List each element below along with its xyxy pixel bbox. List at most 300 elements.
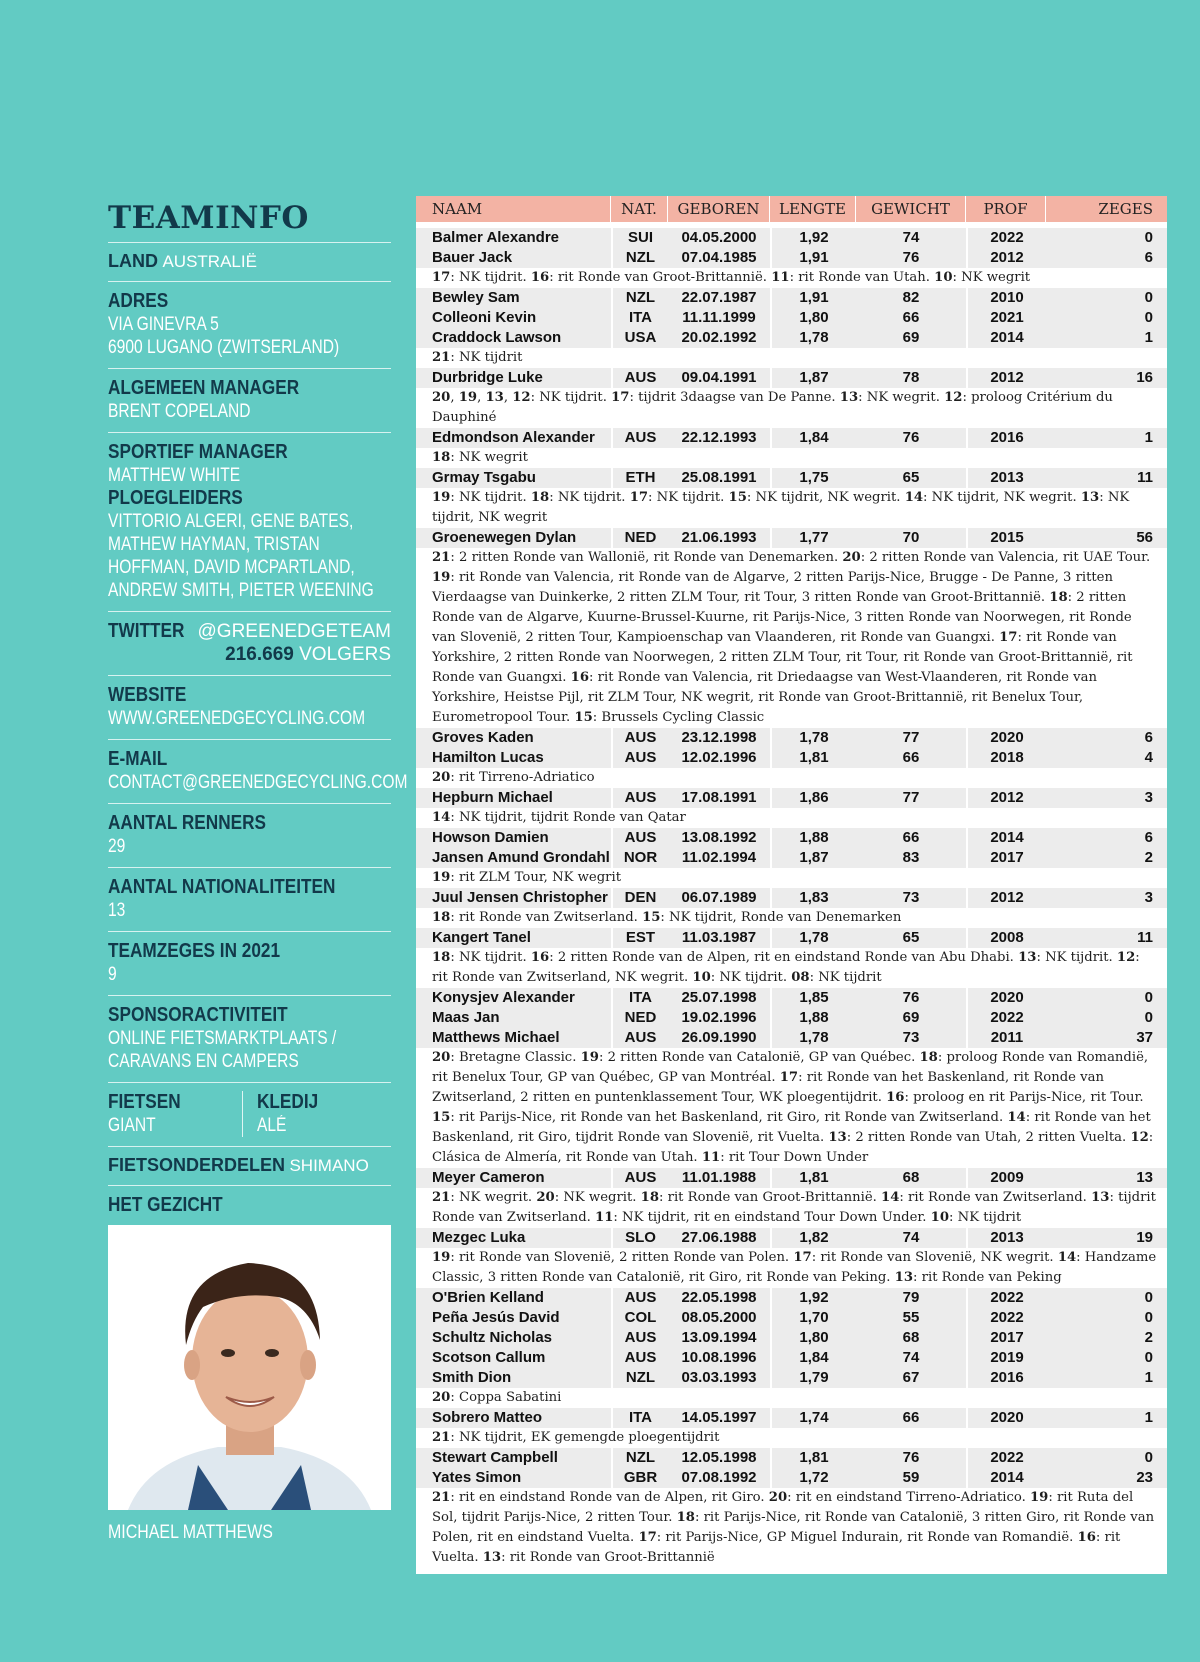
table-row <box>416 368 1167 388</box>
cell-naam: Sobrero Matteo <box>432 1409 543 1426</box>
land-label: LAND <box>108 251 158 271</box>
cell-nat: AUS <box>611 748 668 768</box>
cell-geboren: 06.07.1989 <box>681 889 757 906</box>
cell-geboren: 26.09.1990 <box>681 1029 757 1046</box>
table-row <box>416 1468 1167 1488</box>
manager-value: BRENT COPELAND <box>108 401 251 422</box>
cell-nat: NOR <box>611 848 668 868</box>
cell-lengte: 1,74 <box>770 1408 856 1428</box>
teamzeges-value: 9 <box>108 964 117 985</box>
cell-naam: Hamilton Lucas <box>432 749 544 766</box>
table-row <box>416 328 1167 348</box>
cell-naam: Edmondson Alexander <box>432 429 595 446</box>
kledij-value: ALÉ <box>257 1115 287 1136</box>
cell-naam: Bewley Sam <box>432 289 520 306</box>
cell-prof: 2009 <box>966 1168 1046 1188</box>
cell-geboren: 27.06.1988 <box>681 1229 757 1246</box>
palmares-note: 20, 19, 13, 12: NK tijdrit. 17: tijdrit 3daagse van De Panne. 13: NK wegrit. 12: proloog Critérium du Dauphiné <box>416 388 1167 428</box>
cell-prof: 2022 <box>966 1008 1046 1028</box>
cell-geboren: 21.06.1993 <box>681 529 757 546</box>
cell-gewicht: 76 <box>902 1449 920 1466</box>
table-row <box>416 848 1167 868</box>
cell-lengte: 1,86 <box>770 788 856 808</box>
cell-gewicht: 68 <box>902 1329 920 1346</box>
cell-geboren: 11.02.1994 <box>681 849 757 866</box>
cell-geboren: 19.02.1996 <box>681 1009 757 1026</box>
adres-line2: 6900 LUGANO (ZWITSERLAND) <box>108 337 340 358</box>
cell-prof: 2013 <box>966 1228 1046 1248</box>
twitter-section <box>108 611 391 675</box>
cell-zeges: 0 <box>1144 229 1153 246</box>
cell-naam: Colleoni Kevin <box>432 309 537 326</box>
nationaliteiten-section <box>108 867 391 931</box>
table-row <box>416 888 1167 908</box>
cell-prof: 2016 <box>966 1368 1046 1388</box>
cell-gewicht: 82 <box>902 289 920 306</box>
cell-gewicht: 77 <box>902 729 920 746</box>
cell-naam: Balmer Alexandre <box>432 229 560 246</box>
cell-lengte: 1,80 <box>770 1328 856 1348</box>
table-row <box>416 1448 1167 1468</box>
cell-prof: 2014 <box>966 328 1046 348</box>
palmares-note: 20: Bretagne Classic. 19: 2 ritten Ronde van Catalonië, GP van Québec. 18: proloog Ronde van Romandië, rit Benelux Tour, GP van Québec, GP van Montréal. 17: rit Ronde van het Baskenland, rit Ronde van Zwitserland, 2 ritten en puntenklassement Tour, WK ploegentijdrit. 16: proloog en rit Parijs-Nice, rit Tour. 15: rit Parijs-Nice, rit Ronde van het Baskenland, rit Giro, rit Ronde van Zwitserland. 14: rit Ronde van het Baskenland, rit Giro, tijdrit Ronde van Slovenië, rit Vuelta. 13: 2 ritten Ronde van Utah, 2 ritten Vuelta. 12: Clásica de Almería, rit Ronde van Utah. 11: rit Tour Down Under <box>416 1048 1167 1168</box>
onderdelen-section <box>108 1146 391 1185</box>
cell-naam: Bauer Jack <box>432 249 513 266</box>
cell-gewicht: 69 <box>902 1009 920 1026</box>
cell-geboren: 22.12.1993 <box>681 429 757 446</box>
fietsen-label: FIETSEN <box>108 1091 181 1113</box>
ploeg-value: VITTORIO ALGERI, GENE BATES, MATHEW HAYMAN, TRISTAN HOFFMAN, DAVID MCPARTLAND, ANDREW SMITH, PIETER WEENING <box>108 511 374 601</box>
fietsen-value: GIANT <box>108 1115 156 1136</box>
palmares-note: 19: rit ZLM Tour, NK wegrit <box>416 868 1167 888</box>
cell-naam: Grmay Tsgabu <box>432 469 536 486</box>
rider-table <box>416 196 1167 1574</box>
palmares-note: 21: 2 ritten Ronde van Wallonië, rit Ronde van Denemarken. 20: 2 ritten Ronde van Valencia, rit UAE Tour. 19: rit Ronde van Valencia, rit Ronde van de Algarve, 2 ritten Parijs-Nice, Brugge - De Panne, 3 ritten Vierdaagse van Duinkerke, 2 ritten ZLM Tour, rit Tour, 3 ritten Ronde van Groot-Brittannië. 18: 2 ritten Ronde van de Algarve, Kuurne-Brussel-Kuurne, rit Parijs-Nice, 3 ritten Ronde van Noorwegen, rit Ronde van Slovenië, 2 ritten Tour, Kampioenschap van Vlaanderen, rit Ronde van Guangxi. 17: rit Ronde van Yorkshire, 2 ritten Ronde van Noorwegen, 2 ritten ZLM Tour, rit Tour, rit Ronde van Groot-Brittannië, rit Ronde van Guangxi. 16: rit Ronde van Valencia, rit Driedaagse van West-Vlaanderen, rit Ronde van Yorkshire, Heistse Pijl, rit ZLM Tour, NK wegrit, rit Ronde van Groot-Brittannië, rit Benelux Tour, Eurometropool Tour. 15: Brussels Cycling Classic <box>416 548 1167 728</box>
cell-gewicht: 59 <box>902 1469 920 1486</box>
cell-naam: Peña Jesús David <box>432 1309 560 1326</box>
twitter-handle[interactable]: @GREENEDGETEAM <box>197 621 391 642</box>
sportief-value: MATTHEW WHITE <box>108 465 241 486</box>
table-row <box>416 428 1167 448</box>
palmares-note: 19: NK tijdrit. 18: NK tijdrit. 17: NK tijdrit. 15: NK tijdrit, NK wegrit. 14: NK tijdrit, NK wegrit. 13: NK tijdrit, NK wegrit <box>416 488 1167 528</box>
cell-geboren: 22.07.1987 <box>681 289 757 306</box>
email-link[interactable]: CONTACT@GREENEDGECYCLING.COM <box>108 772 408 793</box>
palmares-note: 21: NK tijdrit <box>416 348 1167 368</box>
rider-portrait-icon <box>108 1225 391 1510</box>
cell-lengte: 1,70 <box>770 1308 856 1328</box>
table-row <box>416 828 1167 848</box>
palmares-note: 18: rit Ronde van Zwitserland. 15: NK tijdrit, Ronde van Denemarken <box>416 908 1167 928</box>
sportief-section <box>108 432 391 611</box>
cell-naam: Matthews Michael <box>432 1029 560 1046</box>
cell-prof: 2019 <box>966 1348 1046 1368</box>
cell-lengte: 1,92 <box>770 228 856 248</box>
header-prof: PROF <box>966 196 1046 222</box>
kledij-label: KLEDIJ <box>257 1091 319 1113</box>
cell-geboren: 25.08.1991 <box>681 469 757 486</box>
teamzeges-section <box>108 931 391 995</box>
header-naam: NAAM <box>416 196 611 222</box>
renners-section <box>108 803 391 867</box>
cell-prof: 2016 <box>966 428 1046 448</box>
palmares-note: 21: rit en eindstand Ronde van de Alpen, rit Giro. 20: rit en eindstand Tirreno-Adriatico. 19: rit Ruta del Sol, tijdrit Parijs-Nice, 2 ritten Tour. 18: rit Parijs-Nice, rit Ronde van Catalonië, 3 ritten Giro, rit Ronde van Polen, rit en eindstand Vuelta. 17: rit Parijs-Nice, GP Miguel Indurain, rit Ronde van Romandië. 16: rit Vuelta. 13: rit Ronde van Groot-Brittannië <box>416 1488 1167 1568</box>
cell-nat: AUS <box>611 1168 668 1188</box>
cell-geboren: 07.04.1985 <box>681 249 757 266</box>
cell-naam: Smith Dion <box>432 1369 512 1386</box>
gezicht-section <box>108 1185 391 1544</box>
cell-gewicht: 65 <box>902 469 920 486</box>
palmares-note: 21: NK wegrit. 20: NK wegrit. 18: rit Ronde van Groot-Brittannië. 14: rit Ronde van Zwitserland. 13: tijdrit Ronde van Zwitserland. 11: NK tijdrit, rit en eindstand Tour Down Under. 10: NK tijdrit <box>416 1188 1167 1228</box>
cell-nat: AUS <box>611 1028 668 1048</box>
cell-lengte: 1,87 <box>770 368 856 388</box>
cell-gewicht: 74 <box>902 1349 920 1366</box>
cell-gewicht: 70 <box>902 529 920 546</box>
land-section <box>108 242 391 281</box>
teaminfo-title: TEAMINFO <box>108 200 309 236</box>
cell-gewicht: 66 <box>902 309 920 326</box>
cell-nat: AUS <box>611 728 668 748</box>
cell-gewicht: 74 <box>902 229 920 246</box>
cell-zeges: 56 <box>1136 529 1153 546</box>
adres-label: ADRES <box>108 290 169 312</box>
cell-zeges: 3 <box>1144 789 1153 806</box>
cell-naam: Groves Kaden <box>432 729 534 746</box>
cell-zeges: 1 <box>1144 329 1153 346</box>
cell-gewicht: 68 <box>902 1169 920 1186</box>
photo-caption: MICHAEL MATTHEWS <box>108 1522 273 1543</box>
cell-naam: Groenewegen Dylan <box>432 529 577 546</box>
cell-zeges: 23 <box>1136 1469 1153 1486</box>
cell-zeges: 3 <box>1144 889 1153 906</box>
sportief-label: SPORTIEF MANAGER <box>108 441 288 463</box>
renners-value: 29 <box>108 836 126 857</box>
cell-prof: 2022 <box>966 1308 1046 1328</box>
cell-lengte: 1,83 <box>770 888 856 908</box>
cell-lengte: 1,78 <box>770 928 856 948</box>
cell-nat: NZL <box>611 1368 668 1388</box>
cell-nat: ETH <box>611 468 668 488</box>
cell-nat: NZL <box>611 288 668 308</box>
cell-prof: 2020 <box>966 1408 1046 1428</box>
cell-nat: AUS <box>611 1348 668 1368</box>
cell-prof: 2011 <box>966 1028 1046 1048</box>
cell-zeges: 6 <box>1144 249 1153 266</box>
manager-label: ALGEMEEN MANAGER <box>108 377 300 399</box>
cell-lengte: 1,78 <box>770 1028 856 1048</box>
cell-naam: Stewart Campbell <box>432 1449 558 1466</box>
renners-label: AANTAL RENNERS <box>108 812 266 834</box>
cell-lengte: 1,85 <box>770 988 856 1008</box>
cell-zeges: 1 <box>1144 1409 1153 1426</box>
cell-naam: Kangert Tanel <box>432 929 531 946</box>
sponsor-section <box>108 995 391 1082</box>
cell-nat: AUS <box>611 1328 668 1348</box>
cell-zeges: 6 <box>1144 829 1153 846</box>
cell-prof: 2013 <box>966 468 1046 488</box>
cell-zeges: 0 <box>1144 289 1153 306</box>
cell-zeges: 2 <box>1144 1329 1153 1346</box>
cell-gewicht: 65 <box>902 929 920 946</box>
nationaliteiten-label: AANTAL NATIONALITEITEN <box>108 876 336 898</box>
fietsen-block <box>108 1091 242 1137</box>
cell-prof: 2015 <box>966 528 1046 548</box>
cell-naam: Mezgec Luka <box>432 1229 526 1246</box>
cell-naam: Juul Jensen Christopher <box>432 889 608 906</box>
cell-prof: 2010 <box>966 288 1046 308</box>
cell-nat: SLO <box>611 1228 668 1248</box>
table-row <box>416 1288 1167 1308</box>
cell-zeges: 4 <box>1144 749 1153 766</box>
table-row <box>416 228 1167 248</box>
cell-lengte: 1,92 <box>770 1288 856 1308</box>
cell-naam: Yates Simon <box>432 1469 522 1486</box>
cell-geboren: 11.11.1999 <box>682 309 756 326</box>
cell-gewicht: 83 <box>902 849 920 866</box>
table-row <box>416 1308 1167 1328</box>
cell-nat: ITA <box>611 1408 668 1428</box>
kledij-block <box>242 1091 391 1137</box>
cell-geboren: 07.08.1992 <box>681 1469 757 1486</box>
cell-gewicht: 76 <box>902 989 920 1006</box>
cell-geboren: 23.12.1998 <box>681 729 757 746</box>
table-row <box>416 748 1167 768</box>
cell-nat: GBR <box>611 1468 668 1488</box>
website-section <box>108 675 391 739</box>
email-section <box>108 739 408 803</box>
cell-zeges: 13 <box>1136 1169 1153 1186</box>
teaminfo-panel <box>108 200 408 1544</box>
cell-lengte: 1,75 <box>770 468 856 488</box>
table-row <box>416 1008 1167 1028</box>
table-header <box>416 196 1167 222</box>
sponsor-label: SPONSORACTIVITEIT <box>108 1004 288 1026</box>
palmares-note: 18: NK tijdrit. 16: 2 ritten Ronde van de Alpen, rit en eindstand Ronde van Abu Dhabi. 13: NK tijdrit. 12: rit Ronde van Zwitserland, NK wegrit. 10: NK tijdrit. 08: NK tijdrit <box>416 948 1167 988</box>
cell-zeges: 6 <box>1144 729 1153 746</box>
table-row <box>416 528 1167 548</box>
cell-zeges: 19 <box>1136 1229 1153 1246</box>
cell-gewicht: 69 <box>902 329 920 346</box>
cell-lengte: 1,88 <box>770 828 856 848</box>
cell-prof: 2012 <box>966 888 1046 908</box>
table-row <box>416 1368 1167 1388</box>
twitter-count: 216.669 <box>225 644 294 665</box>
cell-prof: 2014 <box>966 1468 1046 1488</box>
cell-gewicht: 74 <box>902 1229 920 1246</box>
cell-lengte: 1,72 <box>770 1468 856 1488</box>
palmares-note: 20: Coppa Sabatini <box>416 1388 1167 1408</box>
rider-photo <box>108 1225 391 1510</box>
cell-gewicht: 73 <box>902 1029 920 1046</box>
land-value: AUSTRALIË <box>162 252 257 271</box>
cell-geboren: 12.05.1998 <box>681 1449 757 1466</box>
cell-nat: NED <box>611 1008 668 1028</box>
cell-lengte: 1,79 <box>770 1368 856 1388</box>
palmares-note: 20: rit Tirreno-Adriatico <box>416 768 1167 788</box>
cell-nat: SUI <box>611 228 668 248</box>
table-row <box>416 1168 1167 1188</box>
teamzeges-label: TEAMZEGES IN 2021 <box>108 940 281 962</box>
table-row <box>416 988 1167 1008</box>
header-zeges: ZEGES <box>1098 200 1153 218</box>
header-gewicht: GEWICHT <box>856 196 966 222</box>
cell-nat: ITA <box>611 308 668 328</box>
email-label: E-MAIL <box>108 748 168 770</box>
cell-geboren: 12.02.1996 <box>681 749 757 766</box>
cell-nat: USA <box>611 328 668 348</box>
cell-geboren: 25.07.1998 <box>681 989 757 1006</box>
table-row <box>416 788 1167 808</box>
header-geboren: GEBOREN <box>668 196 770 222</box>
cell-lengte: 1,78 <box>770 328 856 348</box>
cell-prof: 2008 <box>966 928 1046 948</box>
twitter-followers <box>108 643 391 666</box>
cell-nat: AUS <box>611 1288 668 1308</box>
cell-zeges: 11 <box>1137 469 1153 486</box>
onderdelen-value: SHIMANO <box>289 1156 369 1175</box>
cell-lengte: 1,87 <box>770 848 856 868</box>
cell-nat: AUS <box>611 368 668 388</box>
cell-geboren: 03.03.1993 <box>681 1369 757 1386</box>
table-row <box>416 728 1167 748</box>
adres-line1: VIA GINEVRA 5 <box>108 314 219 335</box>
cell-nat: NED <box>611 528 668 548</box>
cell-nat: DEN <box>611 888 668 908</box>
table-row <box>416 468 1167 488</box>
palmares-note: 21: NK tijdrit, EK gemengde ploegentijdrit <box>416 1428 1167 1448</box>
table-row <box>416 928 1167 948</box>
cell-zeges: 2 <box>1144 849 1153 866</box>
cell-lengte: 1,91 <box>770 288 856 308</box>
cell-prof: 2020 <box>966 988 1046 1008</box>
cell-lengte: 1,88 <box>770 1008 856 1028</box>
cell-geboren: 13.09.1994 <box>681 1329 757 1346</box>
twitter-label: TWITTER <box>108 620 185 642</box>
sponsor-value: ONLINE FIETSMARKTPLAATS / CARAVANS EN CAMPERS <box>108 1028 337 1072</box>
cell-zeges: 0 <box>1144 1309 1153 1326</box>
cell-geboren: 08.05.2000 <box>681 1309 757 1326</box>
cell-prof: 2018 <box>966 748 1046 768</box>
cell-naam: Jansen Amund Grondahl <box>432 849 610 866</box>
cell-zeges: 1 <box>1144 429 1153 446</box>
cell-gewicht: 66 <box>902 749 920 766</box>
cell-naam: Howson Damien <box>432 829 549 846</box>
palmares-note: 18: NK wegrit <box>416 448 1167 468</box>
cell-zeges: 1 <box>1144 1369 1153 1386</box>
cell-geboren: 13.08.1992 <box>681 829 757 846</box>
cell-zeges: 0 <box>1144 1349 1153 1366</box>
cell-prof: 2022 <box>966 228 1046 248</box>
cell-nat: NZL <box>611 248 668 268</box>
cell-prof: 2012 <box>966 788 1046 808</box>
cell-geboren: 11.01.1988 <box>681 1169 757 1186</box>
cell-zeges: 0 <box>1144 1449 1153 1466</box>
cell-lengte: 1,84 <box>770 1348 856 1368</box>
cell-nat: EST <box>611 928 668 948</box>
cell-geboren: 14.05.1997 <box>681 1409 757 1426</box>
cell-zeges: 0 <box>1144 989 1153 1006</box>
cell-lengte: 1,81 <box>770 748 856 768</box>
cell-gewicht: 73 <box>902 889 920 906</box>
cell-naam: Hepburn Michael <box>432 789 553 806</box>
table-row <box>416 1228 1167 1248</box>
cell-zeges: 16 <box>1136 369 1153 386</box>
cell-naam: Meyer Cameron <box>432 1169 545 1186</box>
fietsen-kledij-section <box>108 1082 391 1146</box>
cell-naam: Maas Jan <box>432 1009 500 1026</box>
cell-gewicht: 67 <box>902 1369 920 1386</box>
cell-lengte: 1,81 <box>770 1448 856 1468</box>
cell-lengte: 1,77 <box>770 528 856 548</box>
cell-gewicht: 76 <box>902 429 920 446</box>
cell-naam: Craddock Lawson <box>432 329 562 346</box>
cell-zeges: 0 <box>1144 309 1153 326</box>
cell-lengte: 1,91 <box>770 248 856 268</box>
cell-geboren: 10.08.1996 <box>681 1349 757 1366</box>
table-row <box>416 1408 1167 1428</box>
header-nat: NAT. <box>611 196 668 222</box>
cell-geboren: 17.08.1991 <box>681 789 757 806</box>
cell-nat: NZL <box>611 1448 668 1468</box>
cell-zeges: 0 <box>1144 1009 1153 1026</box>
twitter-suffix: VOLGERS <box>299 644 391 665</box>
cell-gewicht: 76 <box>902 249 920 266</box>
cell-prof: 2017 <box>966 1328 1046 1348</box>
gezicht-label: HET GEZICHT <box>108 1194 223 1216</box>
cell-nat: AUS <box>611 828 668 848</box>
cell-naam: Konysjev Alexander <box>432 989 575 1006</box>
ploeg-label: PLOEGLEIDERS <box>108 487 243 509</box>
website-link[interactable]: WWW.GREENEDGECYCLING.COM <box>108 708 366 729</box>
cell-naam: O'Brien Kelland <box>432 1289 544 1306</box>
cell-gewicht: 66 <box>902 829 920 846</box>
cell-geboren: 22.05.1998 <box>681 1289 757 1306</box>
table-row <box>416 1028 1167 1048</box>
cell-gewicht: 55 <box>902 1309 920 1326</box>
cell-prof: 2020 <box>966 728 1046 748</box>
cell-gewicht: 66 <box>902 1409 920 1426</box>
cell-naam: Durbridge Luke <box>432 369 543 386</box>
cell-prof: 2022 <box>966 1288 1046 1308</box>
cell-prof: 2012 <box>966 248 1046 268</box>
cell-geboren: 20.02.1992 <box>681 329 757 346</box>
cell-zeges: 0 <box>1144 1289 1153 1306</box>
palmares-note: 19: rit Ronde van Slovenië, 2 ritten Ronde van Polen. 17: rit Ronde van Slovenië, NK wegrit. 14: Handzame Classic, 3 ritten Ronde van Catalonië, rit Giro, rit Ronde van Peking. 13: rit Ronde van Peking <box>416 1248 1167 1288</box>
cell-nat: COL <box>611 1308 668 1328</box>
cell-lengte: 1,81 <box>770 1168 856 1188</box>
table-row <box>416 288 1167 308</box>
palmares-note: 17: NK tijdrit. 16: rit Ronde van Groot-Brittannië. 11: rit Ronde van Utah. 10: NK wegrit <box>416 268 1167 288</box>
cell-geboren: 04.05.2000 <box>681 229 757 246</box>
cell-nat: ITA <box>611 988 668 1008</box>
cell-zeges: 37 <box>1136 1029 1153 1046</box>
cell-naam: Scotson Callum <box>432 1349 546 1366</box>
cell-prof: 2022 <box>966 1448 1046 1468</box>
nationaliteiten-value: 13 <box>108 900 126 921</box>
cell-lengte: 1,84 <box>770 428 856 448</box>
cell-lengte: 1,80 <box>770 308 856 328</box>
cell-zeges: 11 <box>1137 929 1153 946</box>
cell-prof: 2012 <box>966 368 1046 388</box>
cell-lengte: 1,82 <box>770 1228 856 1248</box>
header-lengte: LENGTE <box>770 196 856 222</box>
table-row <box>416 1328 1167 1348</box>
manager-section <box>108 368 391 432</box>
cell-gewicht: 79 <box>902 1289 920 1306</box>
cell-prof: 2014 <box>966 828 1046 848</box>
cell-geboren: 11.03.1987 <box>681 929 757 946</box>
palmares-note: 14: NK tijdrit, tijdrit Ronde van Qatar <box>416 808 1167 828</box>
cell-gewicht: 77 <box>902 789 920 806</box>
